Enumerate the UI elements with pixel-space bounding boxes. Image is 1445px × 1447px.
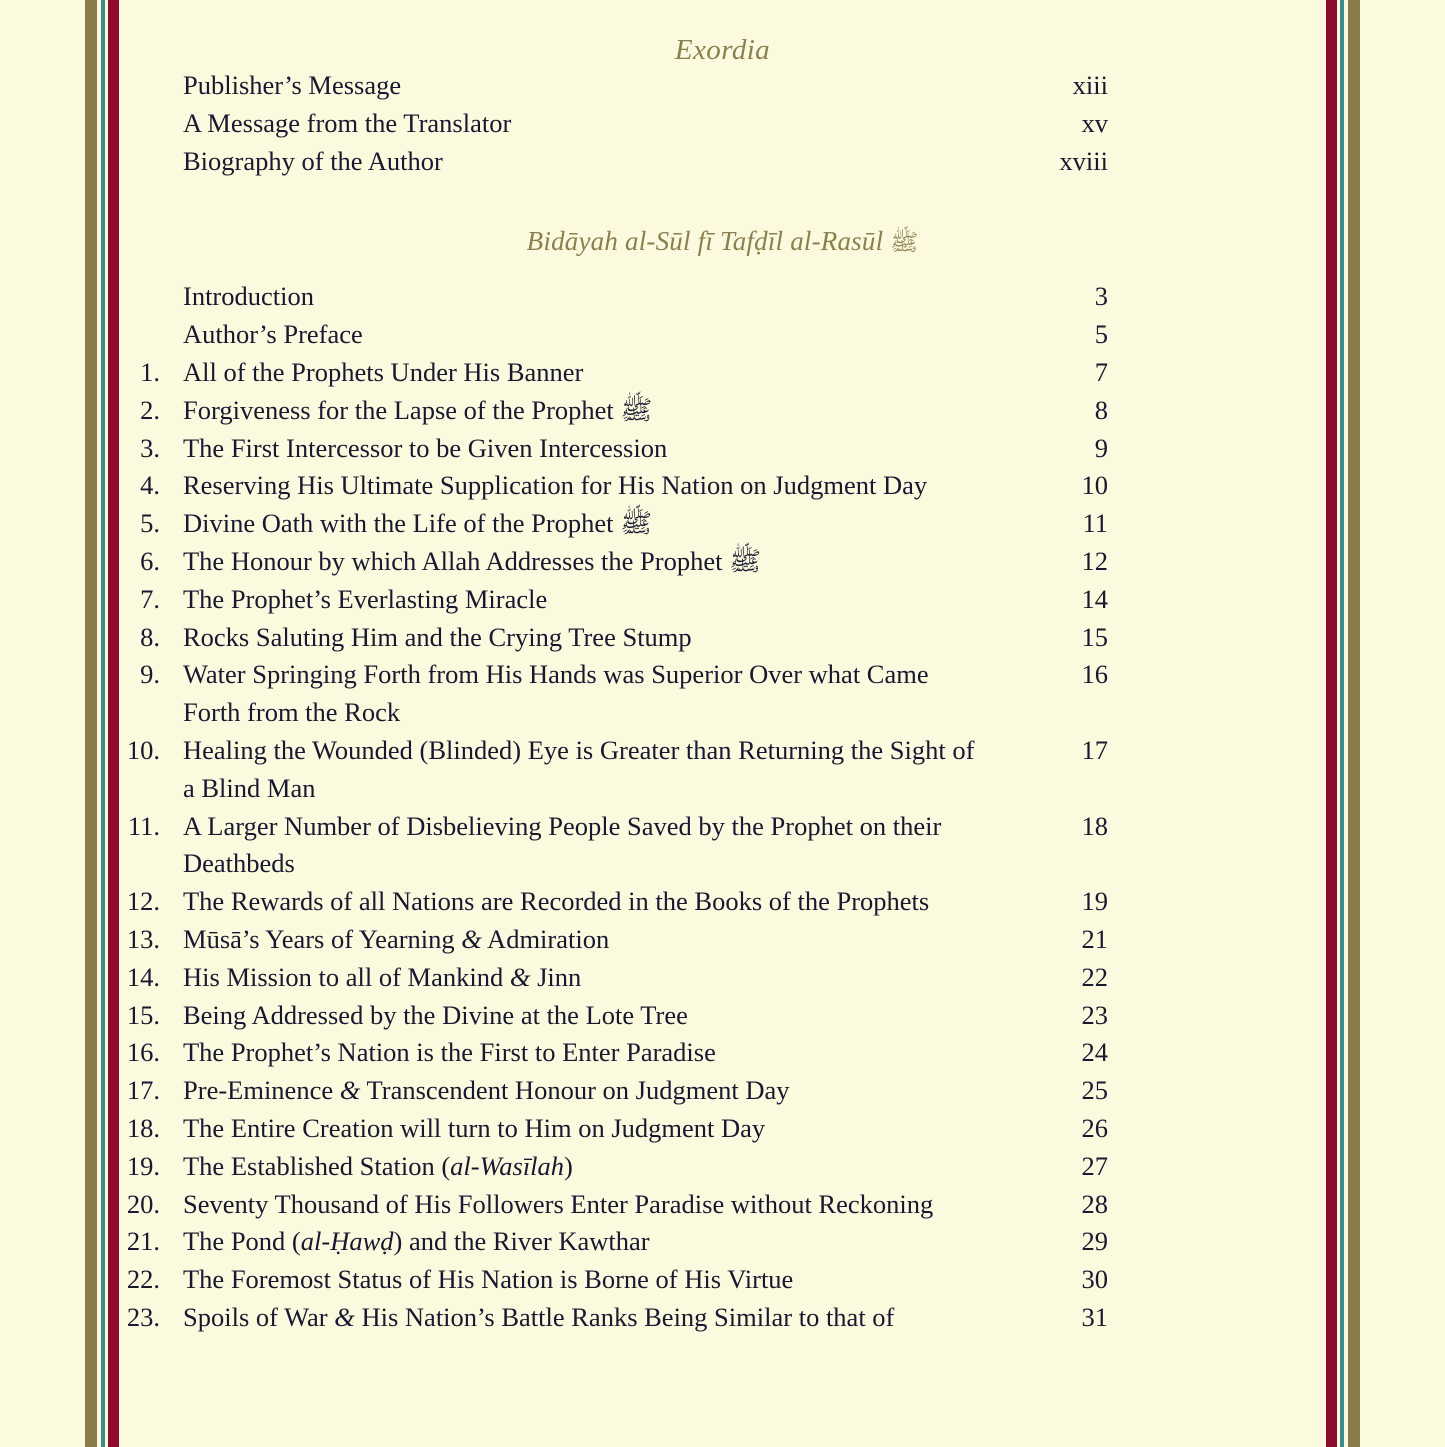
toc-entry[interactable] (119, 1261, 1326, 1299)
toc-entry-title[interactable]: Being Addressed by the Divine at the Lote Tree (183, 999, 688, 1030)
toc-entry[interactable] (119, 732, 1326, 808)
toc-entry-page-number: xiii (1072, 70, 1108, 100)
section-heading-bidayah-text: Bidāyah al-Sūl fī Tafḍīl al-Rasūl (526, 226, 884, 257)
toc-entry-number: 5. (140, 508, 160, 539)
toc-entry-page-number: 24 (1081, 1037, 1108, 1068)
toc-entry-title[interactable]: Author’s Preface (183, 319, 363, 350)
ampersand-ornament: & (334, 1301, 355, 1332)
toc-entry[interactable] (119, 619, 1326, 657)
toc-entry-number: 16. (126, 1037, 160, 1068)
toc-entry-title[interactable]: A Larger Number of Disbelieving People Saved by the Prophet on their Deathbeds (183, 810, 942, 879)
toc-entry-title[interactable]: The First Intercessor to be Given Intercession (183, 432, 668, 463)
toc-entry-page-number: 9 (1094, 432, 1108, 463)
toc-entry-number: 15. (126, 999, 160, 1030)
section-heading-bidayah (119, 226, 1326, 262)
toc-entry-page-number: 25 (1081, 1075, 1108, 1106)
toc-entry-page-number: 14 (1081, 583, 1108, 614)
ampersand-ornament: & (339, 1075, 361, 1106)
ampersand-ornament: & (461, 923, 482, 954)
border-stripe-4 (108, 0, 119, 1447)
toc-entry-title[interactable]: Spoils of War & His Nation’s Battle Ranks Being Similar to that of (183, 1301, 895, 1332)
section-heading-exordia: Exordia (674, 34, 771, 66)
toc-entry[interactable] (119, 921, 1326, 959)
toc-entry[interactable] (119, 656, 1326, 732)
toc-entry[interactable] (119, 392, 1326, 430)
toc-entry-page-number: 19 (1081, 886, 1108, 917)
toc-entry-page-number: 16 (1081, 659, 1108, 690)
toc-entry-page-number: 11 (1082, 508, 1108, 539)
toc-entry-number: 18. (126, 1112, 160, 1143)
toc-entry-title[interactable]: The Established Station (al-Wasīlah) (183, 1150, 573, 1181)
transliterated-term: al-Wasīlah (450, 1150, 565, 1181)
toc-entry-number: 23. (126, 1301, 160, 1332)
toc-entry-title[interactable]: The Honour by which Allah Addresses the Prophet ﷺ (183, 545, 762, 576)
toc-entry-number: 19. (126, 1150, 160, 1181)
toc-entry-page-number: 18 (1081, 810, 1108, 841)
toc-entry-page-number: 5 (1094, 319, 1108, 350)
toc-entry-page-number: 7 (1094, 356, 1108, 387)
toc-entry-page-number: xv (1081, 107, 1108, 138)
toc-entry-page-number: 23 (1081, 999, 1108, 1030)
border-stripe-4 (1348, 0, 1360, 1447)
toc-entry-title[interactable]: The Pond (al-Ḥawḍ) and the River Kawthar (183, 1226, 650, 1257)
toc-entry[interactable] (119, 543, 1326, 581)
toc-entry[interactable] (119, 1072, 1326, 1110)
toc-entry[interactable] (119, 1110, 1326, 1148)
toc-entry[interactable] (119, 354, 1326, 392)
toc-entry-number: 12. (126, 886, 160, 917)
toc-entry-number: 20. (126, 1188, 160, 1219)
toc-entry[interactable] (119, 883, 1326, 921)
toc-entry[interactable] (119, 316, 1326, 354)
toc-entry-number: 7. (140, 583, 160, 614)
toc-entry[interactable] (119, 505, 1326, 543)
toc-entry-number: 11. (127, 810, 160, 841)
toc-entry-page-number: 3 (1094, 281, 1108, 312)
table-of-contents-page (119, 0, 1326, 1447)
toc-entry[interactable] (119, 808, 1326, 884)
toc-entry-number: 6. (140, 545, 160, 576)
toc-entry[interactable] (119, 1148, 1326, 1186)
border-stripe-0 (1326, 0, 1337, 1447)
toc-entry-title[interactable]: Mūsā’s Years of Yearning & Admiration (183, 923, 610, 954)
toc-entry-number: 3. (140, 432, 160, 463)
toc-entry-title[interactable]: A Message from the Translator (183, 107, 512, 138)
toc-list-bidayah (119, 278, 1326, 1336)
toc-entry-number: 8. (140, 621, 160, 652)
toc-entry[interactable] (119, 1223, 1326, 1261)
toc-entry-page-number: 30 (1081, 1264, 1108, 1295)
toc-entry-title[interactable]: Healing the Wounded (Blinded) Eye is Greater than Returning the Sight of a Blind Man (183, 734, 975, 803)
toc-entry-title[interactable]: Biography of the Author (183, 145, 443, 176)
toc-entry-number: 17. (126, 1075, 160, 1106)
toc-entry-title[interactable]: Rocks Saluting Him and the Crying Tree Stump (183, 621, 692, 652)
toc-list-exordia (119, 67, 1326, 180)
toc-entry-page-number: 29 (1081, 1226, 1108, 1257)
border-stripe-0 (85, 0, 97, 1447)
toc-entry-title[interactable]: The Prophet’s Everlasting Miracle (183, 583, 548, 614)
toc-entry-number: 22. (126, 1264, 160, 1295)
toc-entry-number: 2. (140, 394, 160, 425)
toc-entry-title[interactable]: Reserving His Ultimate Supplication for His Nation on Judgment Day (183, 470, 928, 501)
toc-entry-page-number: 17 (1081, 734, 1108, 765)
toc-entry[interactable] (119, 278, 1326, 316)
toc-entry[interactable] (119, 959, 1326, 997)
toc-entry[interactable] (119, 467, 1326, 505)
toc-entry-number: 13. (126, 923, 160, 954)
toc-entry-title[interactable]: The Entire Creation will turn to Him on Judgment Day (183, 1112, 766, 1143)
toc-entry-title[interactable]: Pre-Eminence & Transcendent Honour on Judgment Day (183, 1075, 790, 1106)
ampersand-ornament: & (509, 961, 531, 992)
toc-entry-page-number: 28 (1081, 1188, 1108, 1219)
toc-entry-page-number: 26 (1081, 1112, 1108, 1143)
left-page-border (85, 0, 119, 1447)
toc-entry-page-number: 12 (1081, 545, 1108, 576)
toc-entry-title[interactable]: Forgiveness for the Lapse of the Prophet ﷺ (183, 394, 653, 425)
toc-entry-title[interactable]: Water Springing Forth from His Hands was Superior Over what Came Forth from the Rock (183, 659, 929, 728)
section-spacer (119, 180, 1326, 226)
toc-entry[interactable] (119, 1299, 1326, 1337)
toc-entry[interactable] (119, 143, 1326, 181)
toc-entry[interactable] (119, 1186, 1326, 1224)
toc-entry-page-number: 15 (1081, 621, 1108, 652)
toc-entry-number: 14. (126, 961, 160, 992)
toc-entry[interactable] (119, 581, 1326, 619)
toc-entry-page-number: 21 (1081, 923, 1108, 954)
toc-entry[interactable] (119, 430, 1326, 468)
transliterated-term: al-Ḥawḍ (300, 1226, 394, 1257)
toc-entry[interactable] (119, 105, 1326, 143)
toc-entry[interactable] (119, 997, 1326, 1035)
toc-entry-number: 10. (126, 734, 160, 765)
toc-entry-title[interactable]: All of the Prophets Under His Banner (183, 356, 584, 387)
toc-entry-title[interactable]: The Prophet’s Nation is the First to Enter Paradise (183, 1037, 716, 1068)
toc-entry-title[interactable]: His Mission to all of Mankind & Jinn (183, 961, 582, 992)
heading-spacer (119, 262, 1326, 278)
toc-entry-title[interactable]: The Foremost Status of His Nation is Borne of His Virtue (183, 1264, 794, 1295)
toc-entry-title[interactable]: Divine Oath with the Life of the Prophet ﷺ (183, 508, 653, 539)
toc-entry-title[interactable]: Seventy Thousand of His Followers Enter Paradise without Reckoning (183, 1188, 934, 1219)
right-page-border (1326, 0, 1360, 1447)
toc-entry-number: 21. (126, 1226, 160, 1257)
toc-entry-page-number: 27 (1081, 1150, 1108, 1181)
salawat-icon: ﷺ (890, 230, 919, 257)
toc-entry-page-number: xviii (1059, 145, 1108, 176)
toc-entry-number: 9. (140, 659, 160, 690)
toc-entry-page-number: 8 (1094, 394, 1108, 425)
toc-entry[interactable] (119, 1034, 1326, 1072)
toc-entry-number: 4. (140, 470, 160, 501)
toc-entry[interactable] (119, 67, 1326, 105)
toc-entry-title[interactable]: Publisher’s Message (183, 70, 402, 100)
toc-entry-page-number: 10 (1081, 470, 1108, 501)
toc-entry-page-number: 31 (1081, 1301, 1108, 1332)
toc-entry-page-number: 22 (1081, 961, 1108, 992)
toc-entry-number: 1. (140, 356, 160, 387)
toc-entry-title[interactable]: Introduction (183, 281, 314, 312)
toc-entry-title[interactable]: The Rewards of all Nations are Recorded in the Books of the Prophets (183, 886, 930, 917)
